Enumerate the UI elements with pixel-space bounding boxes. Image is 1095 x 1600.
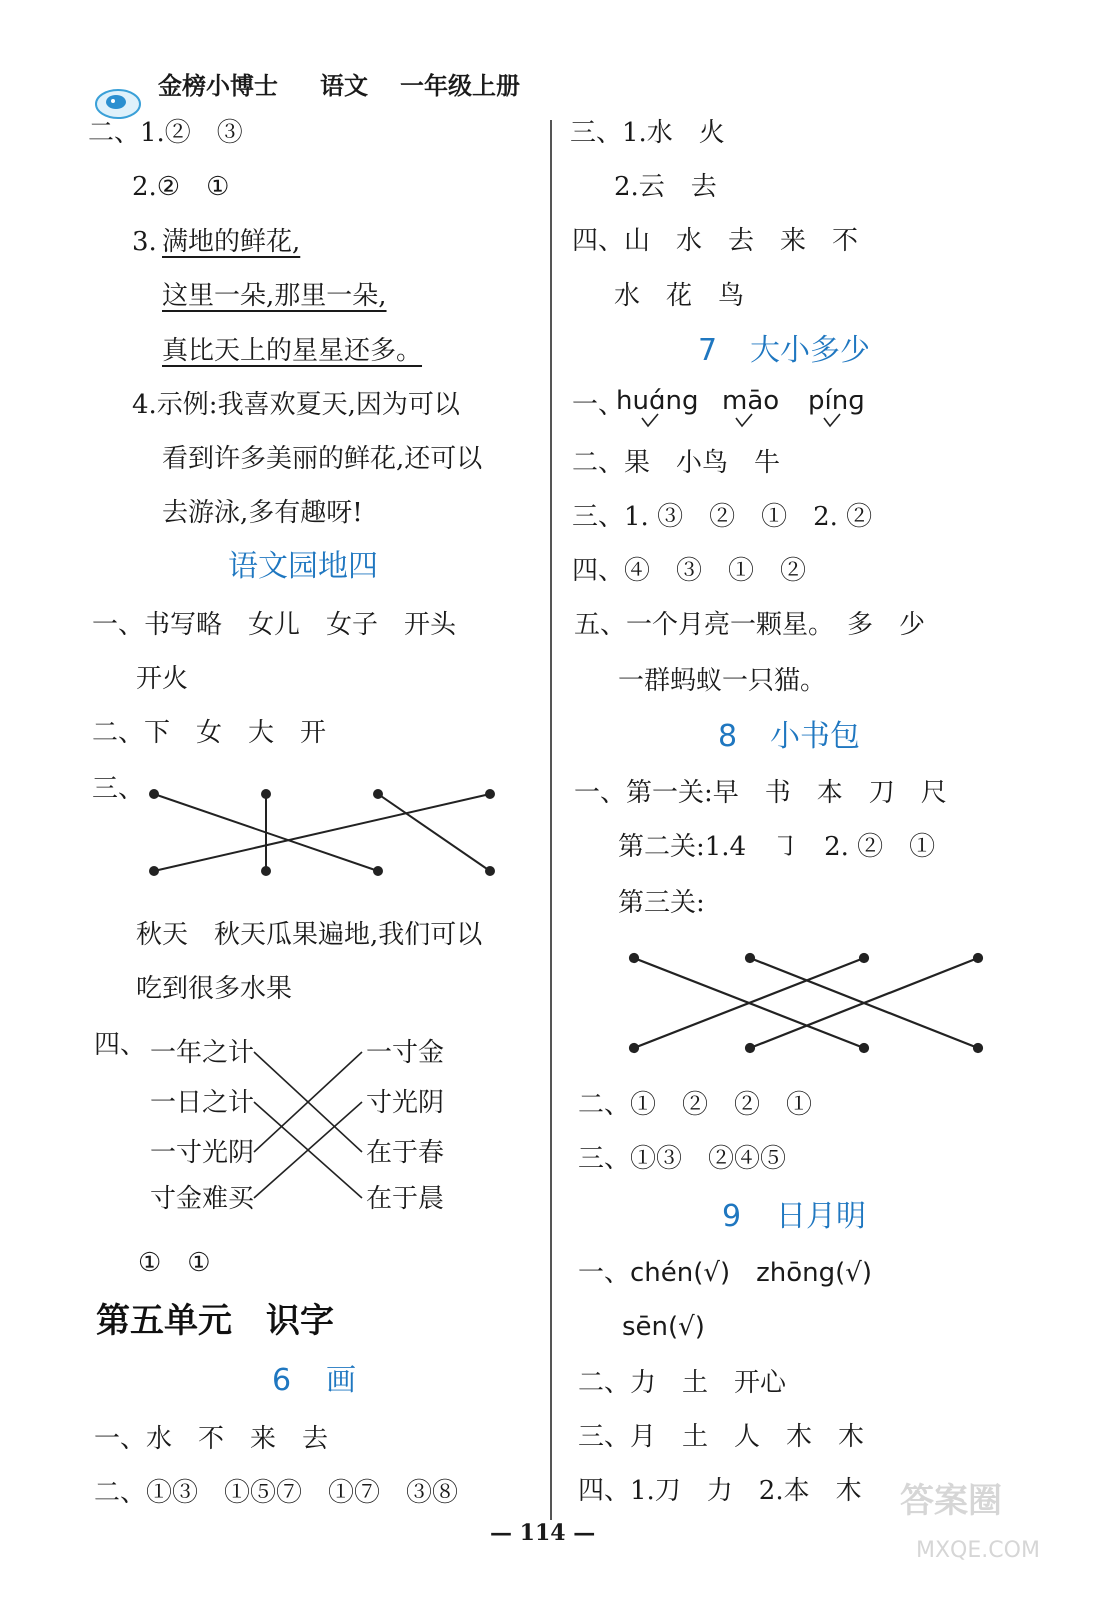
right-daxiao-line-5: 五、一个月亮一颗星。 多 少: [574, 610, 926, 640]
match-left-item-2: 一日之计: [150, 1088, 255, 1118]
checkmark-icons: [640, 412, 850, 432]
right-top-line-4: 水 花 鸟: [614, 281, 745, 311]
header-book-title: 金榜小博士: [158, 72, 278, 100]
match-left-item-1: 一年之计: [150, 1038, 255, 1068]
left-er-line-6: 4.示例:我喜欢夏天,因为可以: [132, 390, 460, 420]
section-num-riyue: 9: [722, 1199, 742, 1234]
left-yuandi-line-3: 二、下 女 大 开: [92, 718, 327, 748]
left-yuandi-line-4: 三、: [92, 774, 145, 804]
right-top-line-2: 2.云 去: [614, 172, 717, 202]
right-top-line-3: 四、山 水 去 来 不: [572, 226, 859, 256]
left-yuandi-line-5: 秋天 秋天瓜果遍地,我们可以: [136, 920, 483, 950]
header-grade: 一年级上册: [400, 72, 520, 100]
left-er-line-8: 去游泳,多有趣呀!: [162, 498, 363, 528]
match-right-item-4: 在于晨: [366, 1184, 445, 1214]
right-riyue-line-1: 一、chén(√) zhōng(√): [578, 1258, 872, 1288]
left-yuandi-line-6: 吃到很多水果: [136, 974, 293, 1004]
section-name-shubao: 小书包: [770, 719, 860, 754]
matching-lines-diagram-1: [140, 780, 510, 880]
left-er-line-4: 这里一朵,那里一朵,: [162, 281, 387, 311]
left-er-line-5: 真比天上的星星还多。: [162, 336, 423, 366]
section-num-shubao: 8: [718, 719, 738, 754]
page-number: — 114 —: [490, 1520, 596, 1546]
column-divider: [550, 120, 552, 1520]
right-riyue-line-2: sēn(√): [622, 1312, 705, 1342]
left-er-line-1: 二、1.② ③: [88, 118, 243, 148]
match-right-item-2: 寸光阴: [366, 1088, 445, 1118]
right-shubao-line-4: 二、① ② ② ①: [578, 1090, 813, 1120]
match-left-item-4: 寸金难买: [150, 1184, 255, 1214]
right-daxiao-line-4: 四、④ ③ ① ②: [572, 556, 807, 586]
section-num-hua: 6: [272, 1363, 292, 1398]
left-yuandi-line-1: 一、书写略 女儿 女子 开头: [92, 610, 457, 640]
right-riyue-line-5: 四、1.刀 力 2.本 木: [578, 1476, 862, 1506]
right-shubao-line-5: 三、①③ ②④⑤: [578, 1144, 787, 1174]
left-yuandi-line-2: 开火: [136, 664, 189, 694]
match-right-item-1: 一寸金: [366, 1038, 445, 1068]
pinyin-2: māo: [722, 386, 780, 416]
pinyin-1: huɑ́ng: [616, 386, 699, 416]
section-num-daxiao: 7: [698, 333, 718, 368]
right-top-line-1: 三、1.水 火: [570, 118, 725, 148]
section-name-hua: 画: [326, 1363, 356, 1398]
header-subject: 语文: [320, 72, 368, 100]
matching-lines-diagram-2: [250, 1040, 370, 1210]
right-riyue-line-3: 二、力 土 开心: [578, 1368, 787, 1398]
left-er-line-2: 2.② ①: [132, 172, 230, 202]
right-shubao-line-3: 第三关:: [618, 888, 705, 918]
right-daxiao-line-3: 三、1. ③ ② ① 2. ②: [572, 502, 873, 532]
right-daxiao-line-2: 二、果 小鸟 牛: [572, 448, 781, 478]
left-hua-line-2: 二、①③ ①⑤⑦ ①⑦ ③⑧: [94, 1478, 459, 1508]
left-er-line-7: 看到许多美丽的鲜花,还可以: [162, 444, 483, 474]
match-left-item-3: 一寸光阴: [150, 1138, 255, 1168]
left-yuandi-si-label: 四、: [94, 1030, 147, 1060]
left-hua-line-1: 一、水 不 来 去: [94, 1424, 329, 1454]
right-riyue-line-4: 三、月 土 人 木 木: [578, 1422, 865, 1452]
right-shubao-line-1: 一、第一关:早 书 本 刀 尺: [574, 778, 947, 808]
match-right-item-3: 在于春: [366, 1138, 445, 1168]
section-name-daxiao: 大小多少: [750, 333, 870, 368]
right-daxiao-line-6: 一群蚂蚁一只猫。: [618, 666, 827, 696]
watermark-url: MXQE.COM: [916, 1538, 1040, 1563]
watermark-logo: 答案圈: [900, 1481, 1002, 1521]
pinyin-3: pínɡ: [808, 386, 865, 416]
right-shubao-line-2: 第二关:1.4 ㇆ 2. ② ①: [618, 832, 936, 862]
left-er-line-3-num: 3.: [132, 227, 157, 257]
unit-five-title: 第五单元 识字: [96, 1301, 334, 1341]
right-daxiao-line-1-prefix: 一、: [572, 390, 625, 420]
section-title-yuandi: 语文园地四: [228, 549, 378, 584]
section-name-riyue: 日月明: [776, 1199, 866, 1234]
header-logo-icon: [84, 70, 142, 123]
matching-lines-diagram-3: [620, 944, 990, 1060]
left-er-line-3-text: 满地的鲜花,: [162, 227, 301, 257]
left-yuandi-line-7: ① ①: [138, 1248, 211, 1278]
